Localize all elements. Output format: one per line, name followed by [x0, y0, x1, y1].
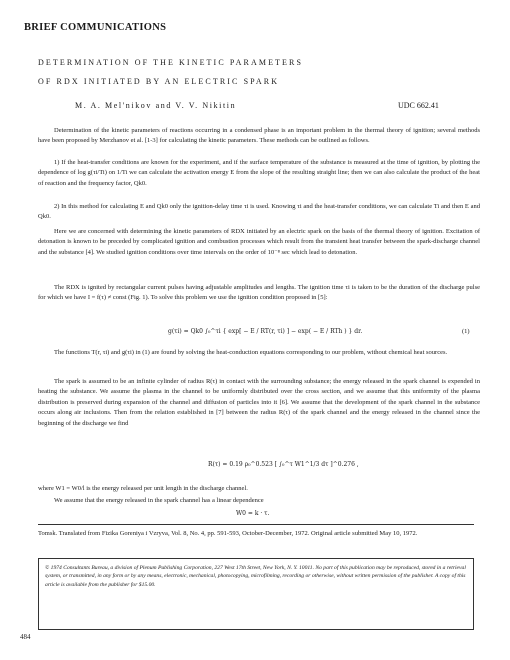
footnote-rule	[38, 524, 474, 525]
paragraph-5: The RDX is ignited by rectangular current pulses having adjustable amplitudes and lengths. The ignition time τi is taken to be the duration of the discharge pulse for which we have I = f(τ) ≠ const (Fig. 1). To solve this problem we use the ignition condition proposed in [5]:	[38, 284, 480, 302]
equation-2: R(τ) = 0.19 ρ₀^0.523 [ ∫₀^τ W1^1/3 dτ ]^0.276 ,	[208, 461, 359, 468]
equation-3: W0 = k · τ.	[236, 510, 270, 517]
equation-1-number: (1)	[462, 328, 470, 335]
authors: M. A. Mel'nikov and V. V. Nikitin	[75, 101, 237, 110]
paragraph-1: Determination of the kinetic parameters of reactions occurring in a condensed phase is an important problem in the thermal theory of ignition; several methods have been proposed by Merzhanov et al. [1-3] for calculating the kinetic parameters. These methods can be outlined as follows.	[38, 127, 480, 145]
paragraph-7: The spark is assumed to be an infinite cylinder of radius R(τ) in contact with the surrounding substance; the energy released in the spark channel is expended in heating the substance. We assume the plasma in the channel to be uniformly distributed over the cross section, and we assume that this uniformity of the plasma distribution is preserved during expansion of the channel and diffusion of particles into it [6]. We assume that the development of the spark channel in the substance occurs along air inclusions. Then from the relation established in [7] between the radius R(τ) of the spark channel and the energy released in the channel since the beginning of the discharge we find	[38, 378, 480, 427]
equation-1: g(τi) = Qk0 ∫₀^τi { exp[ − E / RT(r, τi) ] − exp( − E / RTh ) } dr.	[168, 328, 363, 335]
paragraph-6: The functions T(r, τi) and g(τi) in (1) are found by solving the heat-conduction equations corresponding to our problem, without chemical heat sources.	[54, 349, 448, 356]
footnote-translation: Tomsk. Translated from Fizika Goreniya i Vzryva, Vol. 8, No. 4, pp. 591-593, October-December, 1972. Original article submitted May 10, 1972.	[38, 530, 418, 537]
paragraph-9: We assume that the energy released in the spark channel has a linear dependence	[54, 497, 264, 504]
udc-code: UDC 662.41	[398, 101, 439, 110]
section-heading: BRIEF COMMUNICATIONS	[24, 22, 167, 33]
copyright-text: © 1974 Consultants Bureau, a division of Plenum Publishing Corporation, 227 West 17th Street, New York, N. Y. 10011. No part of this publication may be reproduced, stored in a retrieval system, or transmitted, in any form or by any means, electronic, mechanical, photocopying, microfilming, recording or otherwise, without written permission of the publisher. A copy of this article is available from the publisher for $15.00.	[45, 565, 466, 588]
paragraph-8: where W1 = W0/l is the energy released per unit length in the discharge channel.	[38, 485, 248, 492]
article-title-line-1: DETERMINATION OF THE KINETIC PARAMETERS	[38, 58, 304, 67]
copyright-box	[38, 558, 474, 630]
paragraph-2: 1) If the heat-transfer conditions are known for the experiment, and if the surface temperature of the substance is measured at the time of ignition, by plotting the dependence of log g(τi/Ti) on 1/Ti we can calculate the activation energy E from the slope of the resulting straight line; then we can also calculate the product of the heat of reaction and the frequency factor, Qk0.	[38, 159, 480, 187]
article-title-line-2: OF RDX INITIATED BY AN ELECTRIC SPARK	[38, 77, 280, 86]
paragraph-3: 2) In this method for calculating E and Qk0 only the ignition-delay time τi is used. Knowing τi and the heat-transfer conditions, we can calculate Ti and then E and Qk0.	[38, 203, 480, 221]
paragraph-4: Here we are concerned with determining the kinetic parameters of RDX initiated by an electric spark on the basis of the thermal theory of ignition. Excitation of detonation is known to be preceded by complicated ignition and combustion processes which result from the transient heat transfer between the spark-discharge channel and the substance [4]. We studied ignition conditions over time intervals on the order of 10⁻⁸ sec which lead to detonation.	[38, 228, 480, 256]
page-number: 484	[20, 633, 31, 641]
